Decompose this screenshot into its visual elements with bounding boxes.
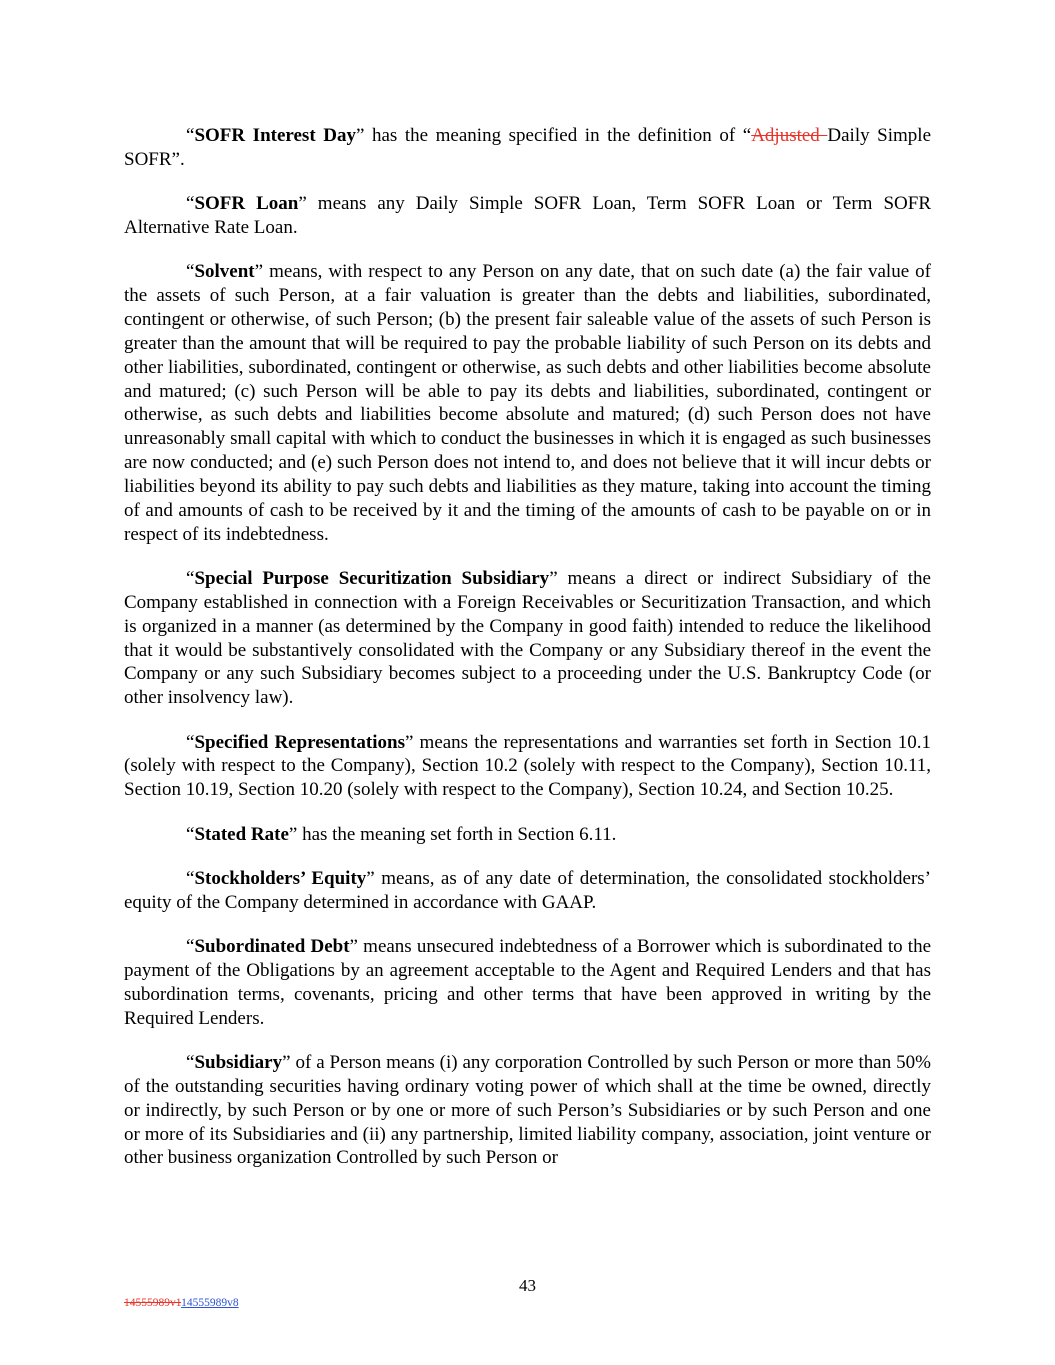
definition-text: means any Daily Simple SOFR Loan, Term SOFR Loan or Term SOFR Alternative Rate Loan. bbox=[124, 193, 931, 239]
definition-subsidiary bbox=[124, 1051, 931, 1170]
deleted-text: Adjusted bbox=[751, 125, 828, 146]
open-quote: “ bbox=[186, 1052, 195, 1073]
defined-term: SOFR Interest Day bbox=[194, 125, 356, 146]
defined-term: Subordinated Debt bbox=[194, 936, 350, 958]
definition-stated-rate bbox=[124, 823, 931, 847]
definition-text: means unsecured indebtedness of a Borrower which is subordinated to the payment of the Obligations by an agreement acceptable to the Agent and Required Lenders and that has subordination terms, covenants, pricing and other terms that have been approved in writing by the Required Lenders. bbox=[124, 936, 932, 1029]
document-id-old: 14555989v1 bbox=[124, 1297, 182, 1309]
close-quote: ” bbox=[349, 936, 358, 958]
definition-text: means the representations and warranties set forth in Section 10.1 (solely with respect to the Company), Section 10.2 (solely with respect to the Company), Section 10.11, Section 10.19, Section 10.20 (solely with respect to the Company), Section 10.24, and Section 10.25. bbox=[124, 731, 931, 801]
document-body bbox=[124, 124, 931, 1191]
definition-text: means, with respect to any Person on any date, that on such date (a) the fair value of the assets of such Person, at a fair valuation is greater than the debts and liabilities, subordinated, contingent or otherwise, of such Person; (b) the present fair saleable value of the assets of such Person is greater than the amount that will be required to pay the probable liability of such Person on its debts and other liabilities, subordinated, contingent or otherwise, as such debts and other liabilities become absolute and matured; (c) such Person will be able to pay its debts and liabilities, subordinated, contingent or otherwise, as such debts and liabilities become absolute and matured; (d) such Person does not have unreasonably small capital with which to conduct the businesses in which it is engaged as such businesses are now conducted; and (e) such Person does not intend to, and does not believe that it will incur debts or liabilities beyond its ability to pay such debts and liabilities as they mature, taking into account the timing of and amounts of cash to be received by it and the timing of the amounts of cash to be payable on or in respect of its indebtedness. bbox=[124, 261, 931, 545]
definition-sofr-interest-day bbox=[124, 124, 931, 172]
defined-term: Subsidiary bbox=[194, 1052, 283, 1073]
close-quote: ” bbox=[549, 568, 558, 589]
close-quote: ” bbox=[254, 261, 264, 283]
definition-sofr-loan bbox=[124, 192, 931, 240]
open-quote: “ bbox=[186, 193, 195, 215]
defined-term: Specified Representations bbox=[194, 731, 405, 753]
definition-text: means a direct or indirect Subsidiary of the Company established in connection with a Foreign Receivables or Securitization Transaction, and which is organized in a manner (as determined by the Company in good faith) intended to reduce the likelihood that it would be substantively consolidated with the Company or any Subsidiary thereof in the event the Company or any such Subsidiary becomes subject to a proceeding under the U.S. Bankruptcy Code (or other insolvency law). bbox=[124, 568, 931, 709]
close-quote: ” bbox=[288, 823, 298, 845]
definition-specified-representations bbox=[124, 731, 931, 803]
definition-text: Daily Simple SOFR”. bbox=[124, 125, 932, 170]
open-quote: “ bbox=[186, 936, 195, 958]
document-id bbox=[124, 1297, 239, 1309]
definition-subordinated-debt bbox=[124, 935, 931, 1030]
definition-text: has the meaning specified in the definition of “ bbox=[364, 125, 752, 146]
close-quote: ” bbox=[366, 867, 375, 889]
definition-stockholders-equity bbox=[124, 867, 931, 915]
open-quote: “ bbox=[186, 125, 195, 146]
close-quote: ” bbox=[355, 125, 365, 146]
open-quote: “ bbox=[186, 823, 195, 845]
close-quote: ” bbox=[298, 193, 307, 215]
open-quote: “ bbox=[186, 731, 195, 753]
defined-term: SOFR Loan bbox=[194, 193, 299, 215]
defined-term: Stated Rate bbox=[194, 823, 289, 845]
defined-term: Solvent bbox=[194, 261, 255, 283]
open-quote: “ bbox=[186, 568, 195, 589]
definition-special-purpose-securitization-subsidiary bbox=[124, 567, 931, 710]
open-quote: “ bbox=[186, 867, 195, 889]
definition-solvent bbox=[124, 260, 931, 546]
definition-text: has the meaning set forth in Section 6.11. bbox=[297, 823, 617, 845]
defined-term: Stockholders’ Equity bbox=[194, 867, 367, 889]
page-number: 43 bbox=[519, 1276, 536, 1295]
definition-text: means, as of any date of determination, the consolidated stockholders’ equity of the Company determined in accordance with GAAP. bbox=[124, 867, 931, 913]
defined-term: Special Purpose Securitization Subsidiary bbox=[194, 568, 550, 589]
document-id-new: 14555989v8 bbox=[181, 1297, 239, 1309]
close-quote: ” bbox=[282, 1052, 291, 1073]
open-quote: “ bbox=[186, 261, 195, 283]
definition-text: of a Person means (i) any corporation Controlled by such Person or more than 50% of the outstanding securities having ordinary voting power of which shall at the time be owned, directly or indirectly, by such Person or by one or more of such Person’s Subsidiaries or by such Person and one or more of its Subsidiaries and (ii) any partnership, limited liability company, association, joint venture or other business organization Controlled by such Person or bbox=[124, 1052, 931, 1169]
close-quote: ” bbox=[404, 731, 414, 753]
